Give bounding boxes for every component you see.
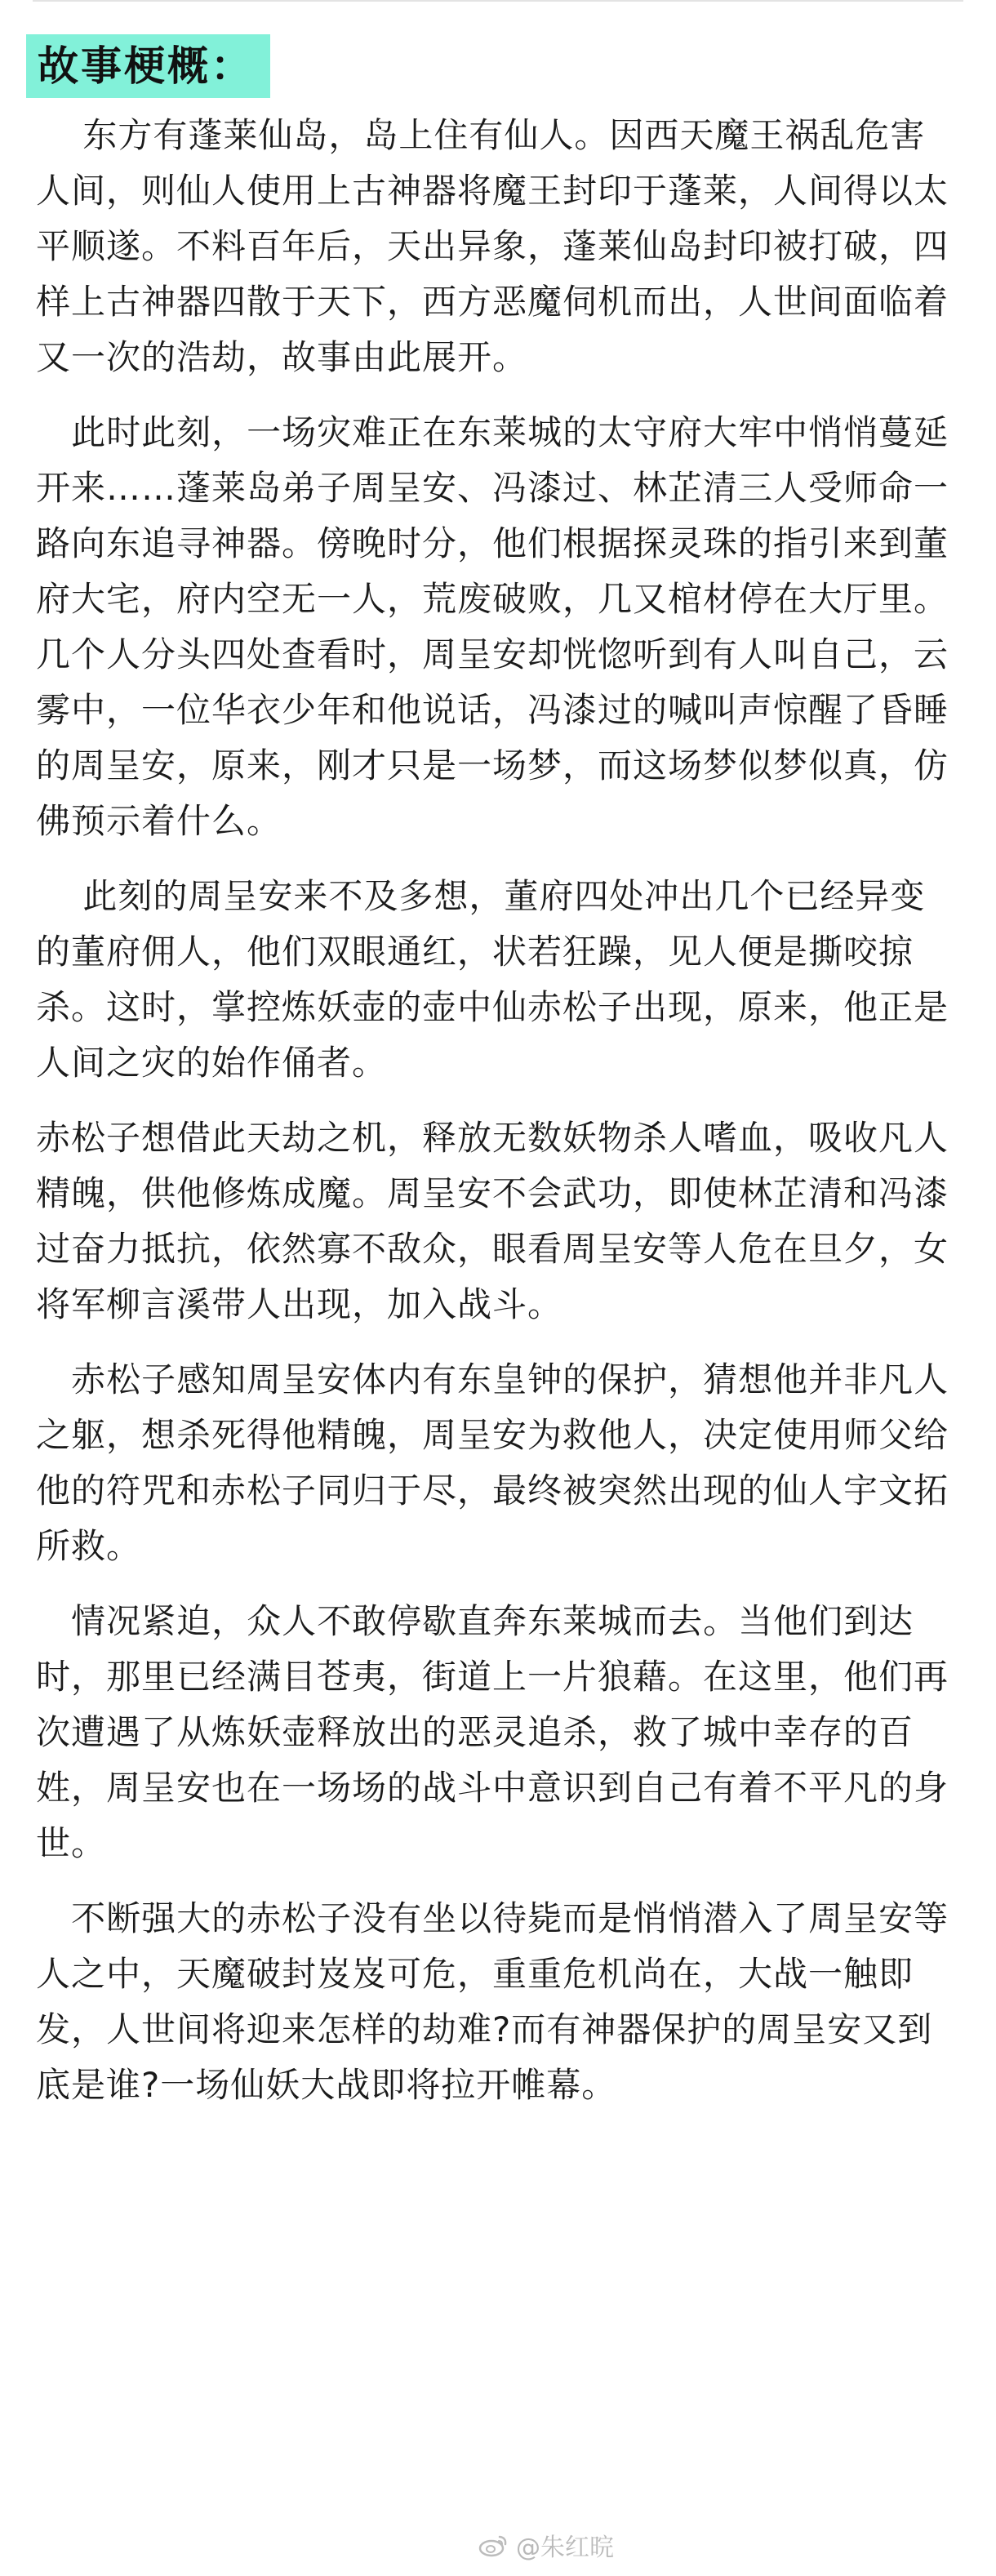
watermark	[478, 2527, 614, 2563]
paragraph: 东方有蓬莱仙岛，岛上住有仙人。因西天魔王祸乱危害人间，则仙人使用上古神器将魔王封印于蓬莱，人间得以太平顺遂。不料百年后，天出异象，蓬莱仙岛封印被打破，四样上古神器四散于天下，西方恶魔伺机而出，人世间面临着又一次的浩劫，故事由此展开。	[36, 115, 949, 377]
paragraph: 此刻的周呈安来不及多想，董府四处冲出几个已经异变的董府佣人，他们双眼通红，状若狂躁，见人便是撕咬掠杀。这时，掌控炼妖壶的壶中仙赤松子出现，原来，他正是人间之灾的始作俑者。	[36, 876, 949, 1083]
paragraph: 此时此刻，一场灾难正在东莱城的太守府大牢中悄悄蔓延开来……蓬莱岛弟子周呈安、冯漆过、林芷清三人受师命一路向东追寻神器。傍晚时分，他们根据探灵珠的指引来到董府大宅，府内空无一人，荒废破败，几又棺材停在大厅里。几个人分头四处查看时，周呈安却恍惚听到有人叫自己，云雾中，一位华衣少年和他说话，冯漆过的喊叫声惊醒了昏睡的周呈安，原来，刚才只是一场梦，而这场梦似梦似真，仿佛预示着什么。	[36, 412, 949, 841]
watermark-text: @朱红晥	[516, 2534, 614, 2562]
synopsis-body	[36, 108, 958, 2133]
top-divider	[33, 0, 963, 2]
weibo-icon	[478, 2533, 509, 2557]
section-title: 故事梗概：	[26, 34, 270, 98]
paragraph: 赤松子感知周呈安体内有东皇钟的保护，猜想他并非凡人之躯，想杀死得他精魄，周呈安为救他人，决定使用师父给他的符咒和赤松子同归于尽，最终被突然出现的仙人宇文拓所救。	[36, 1359, 949, 1566]
paragraph: 情况紧迫，众人不敢停歇直奔东莱城而去。当他们到达时，那里已经满目苍夷，街道上一片狼藉。在这里，他们再次遭遇了从炼妖壶释放出的恶灵追杀，救了城中幸存的百姓，周呈安也在一场场的战斗中意识到自己有着不平凡的身世。	[36, 1601, 949, 1863]
paragraph: 不断强大的赤松子没有坐以待毙而是悄悄潜入了周呈安等人之中，天魔破封岌岌可危，重重危机尚在，大战一触即发，人世间将迎来怎样的劫难?而有神器保护的周呈安又到底是谁?一场仙妖大战即将拉开帷幕。	[36, 1898, 949, 2105]
paragraph: 赤松子想借此天劫之机，释放无数妖物杀人嗜血，吸收凡人精魄，供他修炼成魔。周呈安不会武功，即使林芷清和冯漆过奋力抵抗，依然寡不敌众，眼看周呈安等人危在旦夕，女将军柳言溪带人出现，加入战斗。	[36, 1118, 949, 1324]
